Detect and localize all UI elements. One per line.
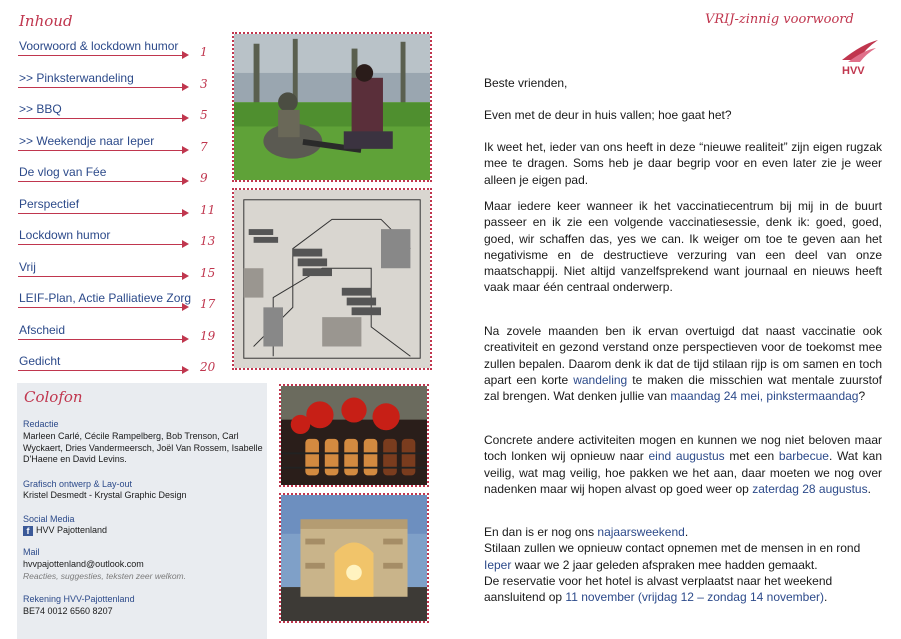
logo-text: HVV xyxy=(842,65,865,77)
photo-park-scene xyxy=(232,32,432,182)
toc-divider xyxy=(18,244,186,245)
photo-barbecue xyxy=(279,384,429,487)
colofon-title: Colofon xyxy=(24,388,83,406)
toc-item-page: 7 xyxy=(200,139,208,154)
p4-text-c: ? xyxy=(858,389,866,404)
toc-item-page: 5 xyxy=(200,108,208,122)
toc-item-page: 20 xyxy=(200,360,216,374)
arrow-right-icon xyxy=(182,114,189,122)
toc-item-label: Voorwoord & lockdown humor xyxy=(19,39,179,53)
toc-divider xyxy=(18,307,186,308)
paragraph-3: Maar iedere keer wanneer ik het vaccinatiecentrum bij mij in de buurt passeer en ik zie een volgende vaccinatiesessie, denk ik: goed, goed, goed, wir schaffen das, yes we can. Ik weiger om toe te geven aan het negativisme en de destructieve verzuring van een deel van onze maatschappij. Niet altijd vanzelfsprekend want journaal en nieuws heeft vaak maar één centraal onderwerp. xyxy=(484,199,882,295)
paragraph-6 xyxy=(484,524,882,605)
p4-text-b: te maken die misschien wat mentale zuurstof zal brengen. Wat denken jullie van xyxy=(484,372,882,404)
p5-text-c: . Wat kan veilig, wat mag veilig, hoe pakken we het aan, daar moeten we nog over nadenken maar wij hopen alvast op goed weer op xyxy=(484,449,882,496)
toc-item[interactable] xyxy=(18,134,213,156)
p5-text-a: Concrete andere activiteiten mogen en kunnen we nog niet beloven maar toch lonken wij opnieuw naar xyxy=(484,433,882,464)
toc-item[interactable] xyxy=(18,322,216,345)
toc-item-label: Gedicht xyxy=(19,354,61,368)
photo-menin-gate-ieper xyxy=(279,493,429,623)
social-link[interactable] xyxy=(23,525,263,537)
paragraph-2: Ik weet het, ieder van ons heeft in deze “nieuwe realiteit” zijn eigen rugzak mee te dragen. Soms heb je daar begrip voor en even later zie je weer alleen je eigen pad. xyxy=(484,140,882,187)
highlight-barbecue: barbecue xyxy=(778,449,829,464)
social-heading: Social Media xyxy=(23,514,75,524)
toc-item-label: >> BBQ xyxy=(19,102,62,116)
paragraph-5 xyxy=(484,432,882,497)
arrow-right-icon xyxy=(182,146,189,154)
redactie-text: Marleen Carlé, Cécile Rampelberg, Bob Trenson, Carl Wyckaert, Dries Vandermeersch, Joël Van Rossem, Isabelle D'Haene en David Levins. xyxy=(23,431,263,464)
photo-escher-relativity xyxy=(232,188,432,370)
toc-divider xyxy=(18,87,186,88)
toc-item-label: >> Pinksterwandeling xyxy=(19,70,134,85)
p6-text-d: waar we 2 jaar geleden afspraken mee hadden gemaakt. xyxy=(511,557,818,572)
toc-item[interactable] xyxy=(18,196,216,219)
toc-item-label: Lockdown humor xyxy=(19,228,111,242)
toc-item-label: >> Weekendje naar Ieper xyxy=(19,133,155,148)
highlight-zaterdag: zaterdag 28 augustus xyxy=(752,481,868,496)
toc-item-page: 13 xyxy=(200,234,216,248)
toc-divider xyxy=(18,55,186,56)
p4-text-a: Na zovele maanden ben ik ervan overtuigd dat naast vaccinatie ook creativiteit en gezond verstand onze perspectieven voor de toekomst mee zullen bepalen. Daarom denk ik dat de tijd stilaan rijp is om samen en toch apart een korte xyxy=(484,324,882,387)
toc-item-page: 3 xyxy=(200,76,208,91)
arrow-right-icon xyxy=(182,209,189,217)
p5-text-d: . xyxy=(867,481,871,496)
arrow-right-icon xyxy=(182,272,189,280)
toc-divider xyxy=(18,370,186,371)
greeting: Beste vrienden, xyxy=(484,76,568,90)
highlight-wandeling: wandeling xyxy=(573,372,628,387)
rekening-heading: Rekening HVV-Pajottenland xyxy=(23,594,135,604)
toc-item-page: 17 xyxy=(200,297,216,311)
toc-item-page: 1 xyxy=(200,45,208,59)
arrow-right-icon xyxy=(182,303,189,311)
toc-item-label: LEIF-Plan, Actie Palliatieve Zorg xyxy=(19,291,192,305)
mail-address[interactable]: hvvpajottenland@outlook.com xyxy=(23,559,144,569)
redactie-heading: Redactie xyxy=(23,419,59,429)
arrow-right-icon xyxy=(182,335,189,343)
p6-text-a: En dan is er nog ons xyxy=(484,525,598,539)
highlight-najaarsweekend: najaarsweekend xyxy=(597,525,685,539)
mail-note: Reacties, suggesties, teksten zeer welkom. xyxy=(23,571,186,581)
toc-item-page: 19 xyxy=(200,328,216,343)
section-title: VRIJ-zinnig voorwoord xyxy=(705,12,854,27)
p6-text-b: . xyxy=(684,525,689,539)
toc-item[interactable] xyxy=(18,259,216,282)
ontwerp-text: Kristel Desmedt - Krystal Graphic Design xyxy=(23,490,187,500)
toc-divider xyxy=(18,276,186,277)
paragraph-1: Even met de deur in huis vallen; hoe gaat het? xyxy=(484,108,732,122)
ontwerp-heading: Grafisch ontwerp & Lay-out xyxy=(23,479,133,489)
toc-item-label: De vlog van Fée xyxy=(19,165,107,179)
facebook-icon: f xyxy=(23,526,33,536)
mail-heading: Mail xyxy=(23,547,40,557)
toc-item-label: Vrij xyxy=(19,259,36,274)
toc-item-page: 9 xyxy=(200,171,208,185)
toc-item-label: Afscheid xyxy=(19,322,66,337)
toc-divider xyxy=(18,118,186,119)
p6-text-e: De reservatie voor het hotel is alvast verplaatst naar het weekend aansluitend op xyxy=(484,573,833,605)
rekening-number: BE74 0012 6560 8207 xyxy=(23,606,113,616)
colofon-panel xyxy=(17,383,267,639)
toc-divider xyxy=(18,150,186,151)
highlight-eind-augustus: eind augustus xyxy=(648,449,725,464)
social-text: HVV Pajottenland xyxy=(36,525,108,535)
toc-item-page: 15 xyxy=(200,265,216,280)
p6-text-c: Stilaan zullen we opnieuw contact opnemen met de mensen in en rond xyxy=(484,541,861,556)
p6-text-f: . xyxy=(824,590,828,605)
toc-divider xyxy=(18,213,186,214)
arrow-right-icon xyxy=(182,366,189,374)
arrow-right-icon xyxy=(182,177,189,185)
toc-divider xyxy=(18,181,186,182)
hvv-logo xyxy=(834,38,882,78)
toc-item[interactable] xyxy=(18,71,213,93)
toc-item[interactable] xyxy=(18,39,213,61)
toc-item[interactable] xyxy=(18,354,216,376)
toc-divider xyxy=(18,339,186,340)
toc-item[interactable] xyxy=(18,165,213,187)
highlight-ieper: Ieper xyxy=(484,557,512,572)
toc-title: Inhoud xyxy=(19,12,73,30)
toc-item-page: 11 xyxy=(200,202,216,217)
arrow-right-icon xyxy=(182,83,189,91)
highlight-november: 11 november (vrijdag 12 – zondag 14 november) xyxy=(565,590,825,605)
toc-item[interactable] xyxy=(18,102,213,124)
p5-text-b: met een xyxy=(724,449,779,464)
toc-item[interactable] xyxy=(18,228,216,250)
toc-item-label: Perspectief xyxy=(19,196,80,211)
arrow-right-icon xyxy=(182,240,189,248)
highlight-pinkstermaandag: maandag 24 mei, pinkstermaandag xyxy=(670,389,859,404)
paragraph-4 xyxy=(484,323,882,404)
arrow-right-icon xyxy=(182,51,189,59)
toc-item[interactable] xyxy=(18,291,216,313)
